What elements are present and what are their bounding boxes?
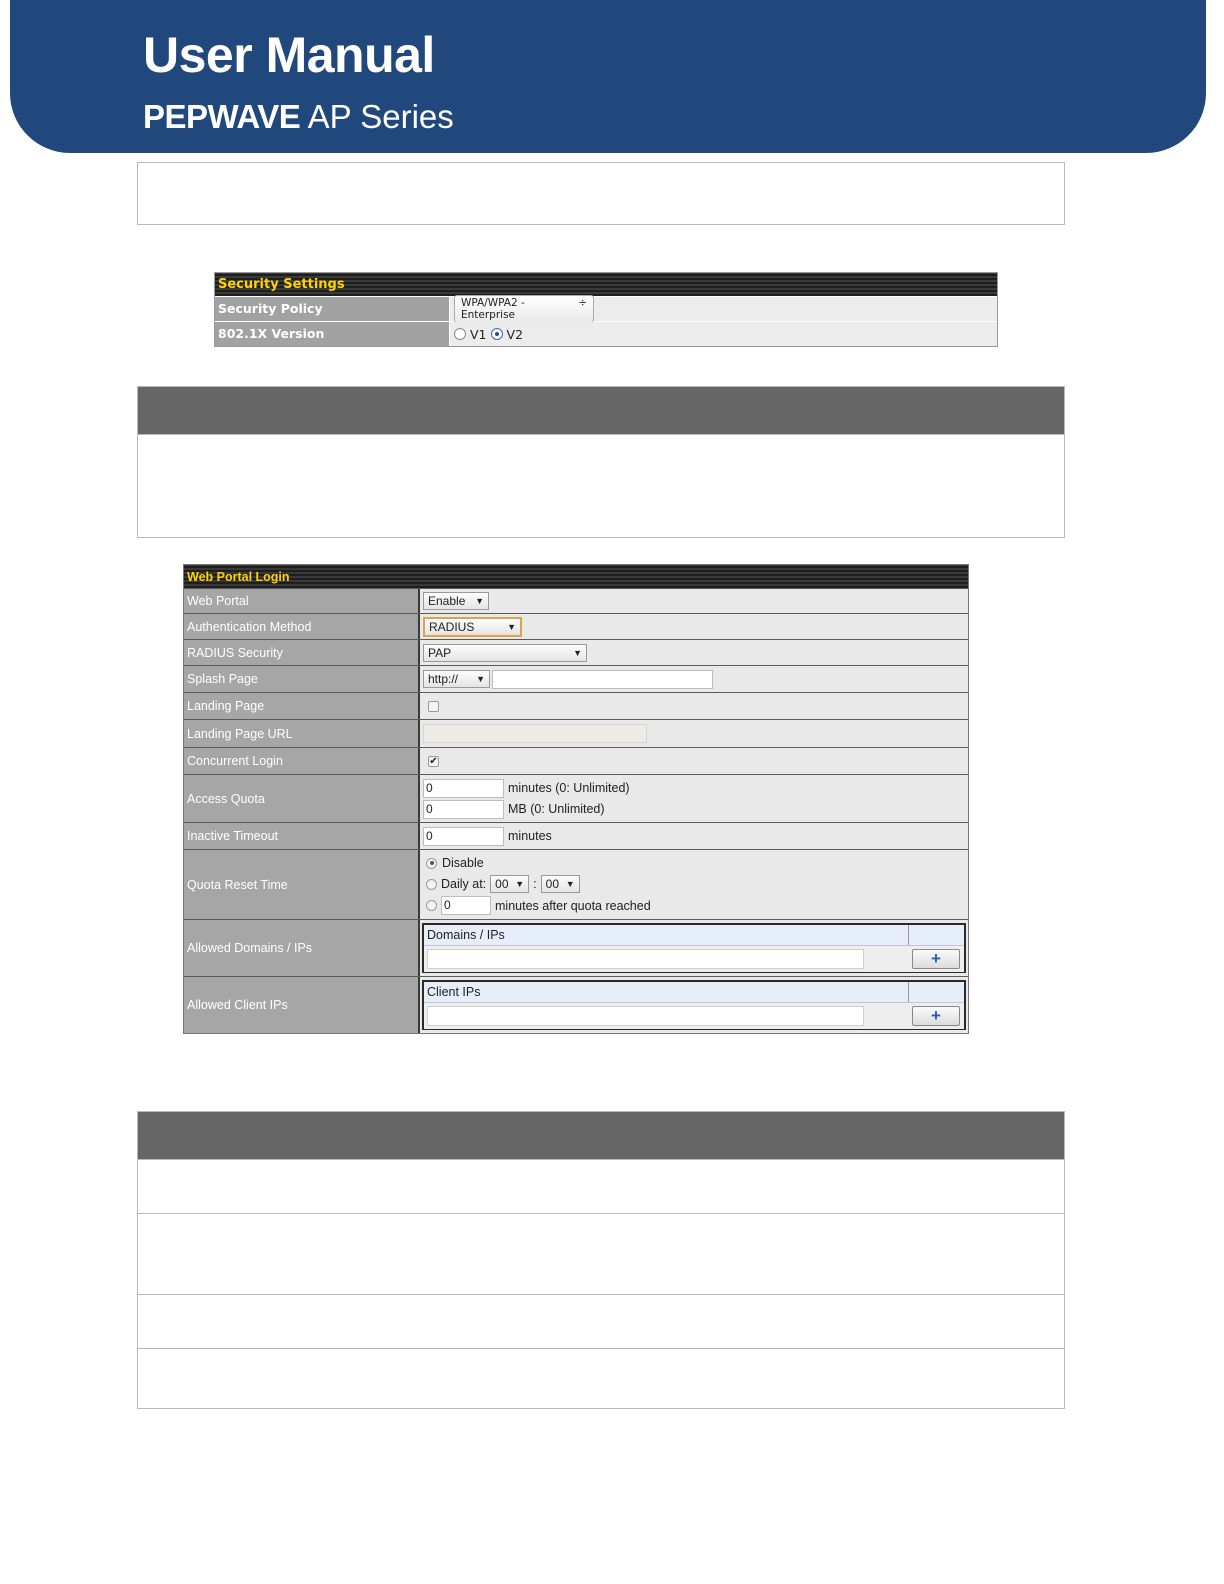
landing-page-checkbox[interactable] (428, 701, 439, 712)
clients-column-header: Client IPs (424, 982, 909, 1002)
allowed-clients-table (422, 980, 966, 1030)
reset-after-input[interactable]: 0 (441, 896, 491, 915)
dropdown-arrow-icon: ▼ (573, 647, 582, 658)
web-portal-row (184, 588, 968, 613)
radius-security-row (184, 639, 968, 665)
allowed-domains-table (422, 923, 966, 973)
inactive-timeout-label: Inactive Timeout (184, 823, 420, 849)
dropdown-arrow-icon: ▼ (476, 674, 485, 684)
quota-mb-unit: MB (0: Unlimited) (508, 802, 605, 816)
reset-after-radio[interactable] (426, 900, 437, 911)
dropdown-arrow-icon: ▼ (475, 596, 484, 606)
access-quota-row (184, 774, 968, 822)
v2-radio[interactable] (491, 328, 503, 340)
security-policy-label: Security Policy (215, 297, 450, 321)
landing-page-url-row (184, 719, 968, 747)
reset-after-unit: minutes after quota reached (495, 898, 651, 913)
manual-title: User Manual (143, 27, 435, 83)
dot1x-version-label: 802.1X Version (215, 322, 450, 346)
quota-reset-row (184, 849, 968, 919)
web-portal-heading: Web Portal Login (184, 565, 968, 588)
splash-scheme-value: http:// (428, 672, 459, 686)
doc-table-3-header (138, 1112, 1064, 1160)
web-portal-label: Web Portal (184, 589, 420, 613)
doc-table-3-row (138, 1295, 1064, 1349)
reset-minute-value: 00 (545, 877, 559, 891)
auth-method-select[interactable] (423, 617, 522, 637)
add-domain-button[interactable] (912, 949, 960, 969)
landing-page-url-input[interactable] (423, 724, 647, 743)
radius-security-label: RADIUS Security (184, 640, 420, 665)
auth-method-value: RADIUS (429, 619, 475, 634)
plus-icon: + (931, 949, 941, 968)
allowed-clients-label: Allowed Client IPs (184, 977, 420, 1033)
reset-hour-select[interactable] (490, 875, 529, 893)
concurrent-login-checkbox[interactable]: ✔ (429, 755, 438, 767)
time-separator: : (533, 877, 537, 891)
landing-page-url-label: Landing Page URL (184, 720, 420, 747)
web-portal-value: Enable (428, 594, 466, 608)
security-policy-select[interactable] (454, 295, 594, 323)
landing-page-row (184, 692, 968, 719)
reset-daily-radio[interactable] (426, 879, 437, 890)
allowed-domains-label: Allowed Domains / IPs (184, 920, 420, 976)
brand-name: PEPWAVE (143, 98, 301, 135)
plus-icon: + (931, 1006, 941, 1025)
splash-scheme-select[interactable] (423, 670, 490, 688)
allowed-clients-row (184, 976, 968, 1033)
radius-security-select[interactable] (423, 644, 587, 662)
splash-page-label: Splash Page (184, 666, 420, 692)
quota-minutes-unit: minutes (0: Unlimited) (508, 781, 630, 795)
domains-column-header: Domains / IPs (424, 925, 909, 945)
dropdown-arrow-icon: ▼ (565, 879, 575, 889)
quota-reset-label: Quota Reset Time (184, 850, 420, 919)
auth-method-label: Authentication Method (184, 614, 420, 639)
doc-table-3-row (138, 1160, 1064, 1214)
splash-page-row (184, 665, 968, 692)
reset-disable-radio[interactable] (426, 858, 437, 869)
security-policy-row (215, 296, 997, 321)
quota-mb-input[interactable]: 0 (423, 800, 504, 819)
doc-table-2-header (138, 387, 1064, 435)
inactive-timeout-input[interactable]: 0 (423, 827, 504, 846)
auth-method-row (184, 613, 968, 639)
updown-icon: ÷ (578, 297, 587, 309)
doc-table-3-row (138, 1214, 1064, 1295)
allowed-domains-row (184, 919, 968, 976)
quota-minutes-input[interactable]: 0 (423, 779, 504, 798)
dropdown-arrow-icon: ▼ (507, 621, 516, 632)
concurrent-login-label: Concurrent Login (184, 748, 420, 774)
radius-security-value: PAP (428, 645, 452, 660)
splash-url-input[interactable] (492, 670, 713, 689)
doc-table-3-row (138, 1349, 1064, 1407)
concurrent-login-row (184, 747, 968, 774)
v1-label: V1 (470, 326, 487, 342)
v1-radio[interactable] (454, 328, 466, 340)
add-client-ip-button[interactable] (912, 1006, 960, 1026)
web-portal-select[interactable] (423, 592, 489, 610)
dot1x-version-row (215, 321, 997, 346)
domain-input[interactable] (427, 949, 864, 969)
inactive-timeout-row (184, 822, 968, 849)
doc-table-1 (137, 162, 1065, 225)
security-settings-heading: Security Settings (215, 273, 997, 296)
product-series (143, 98, 454, 136)
doc-table-3 (137, 1111, 1065, 1409)
reset-minute-select[interactable] (541, 875, 580, 893)
v2-label: V2 (506, 326, 524, 342)
inactive-timeout-unit: minutes (508, 829, 552, 843)
reset-hour-value: 00 (495, 877, 509, 891)
security-settings-panel (214, 272, 998, 347)
security-policy-value: WPA/WPA2 - Enterprise (461, 297, 525, 321)
series-name: AP Series (307, 98, 454, 135)
web-portal-login-panel (183, 564, 969, 1034)
landing-page-label: Landing Page (184, 693, 420, 719)
reset-disable-label: Disable (442, 856, 484, 870)
doc-table-2 (137, 386, 1065, 538)
header-banner (10, 0, 1206, 153)
client-ip-input[interactable] (427, 1006, 864, 1026)
dropdown-arrow-icon: ▼ (515, 879, 525, 889)
access-quota-label: Access Quota (184, 775, 420, 822)
reset-daily-label: Daily at: (441, 877, 487, 891)
